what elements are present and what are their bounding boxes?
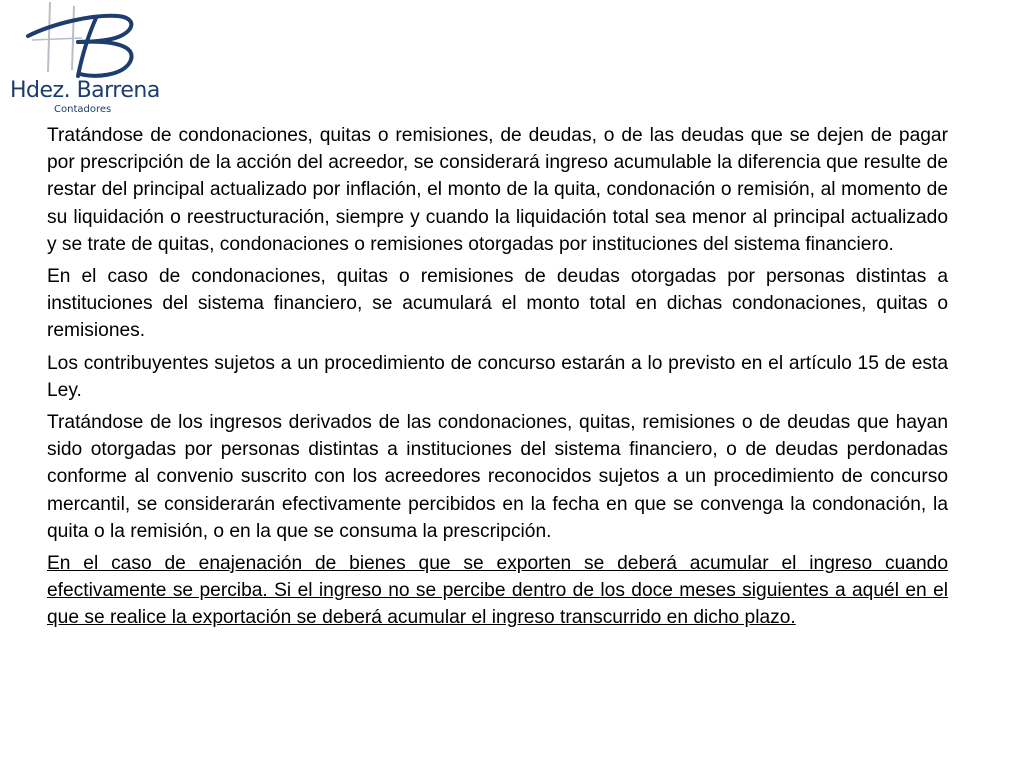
paragraph-1: Tratándose de condonaciones, quitas o remisiones, de deudas, o de las deudas que se dejen de pagar por prescripción de la acción del acreedor, se considerará ingreso acumulable la diferencia que resulte de restar del principal actualizado por inflación, el monto de la quita, condonación o remisión, al momento de su liquidación o reestructuración, siempre y cuando la liquidación total sea menor al principal actualizado y se trate de quitas, condonaciones o remisiones otorgadas por instituciones del sistema financiero.: [47, 125, 948, 255]
hb-monogram-icon: [22, 0, 142, 82]
logo-name: Hdez. Barrena: [10, 78, 160, 103]
paragraph-3: Los contribuyentes sujetos a un procedimiento de concurso estarán a lo previsto en el artículo 15 de esta Ley.: [47, 352, 948, 401]
paragraph-2: En el caso de condonaciones, quitas o remisiones de deudas otorgadas por personas distintas a instituciones del sistema financiero, se acumulará el monto total en dichas condonaciones, quitas o remisiones.: [47, 266, 948, 342]
company-logo: [8, 0, 158, 120]
logo-subtitle: Contadores: [54, 104, 112, 115]
body-text: [47, 122, 948, 637]
paragraph-5-underlined: En el caso de enajenación de bienes que se exporten se deberá acumular el ingreso cuando efectivamente se perciba. Si el ingreso no se percibe dentro de los doce meses siguientes a aquél en el que se realice la exportación se deberá acumular el ingreso transcurrido en dicho plazo.: [47, 553, 948, 629]
paragraph-4: Tratándose de los ingresos derivados de las condonaciones, quitas, remisiones o de deudas que hayan sido otorgadas por personas distintas a instituciones del sistema financiero, o de deudas perdonadas conforme al convenio suscrito con los acreedores reconocidos sujetos a un procedimiento de concurso mercantil, se considerarán efectivamente percibidos en la fecha en que se convenga la condonación, la quita o la remisión, o en la que se consuma la prescripción.: [47, 412, 948, 542]
